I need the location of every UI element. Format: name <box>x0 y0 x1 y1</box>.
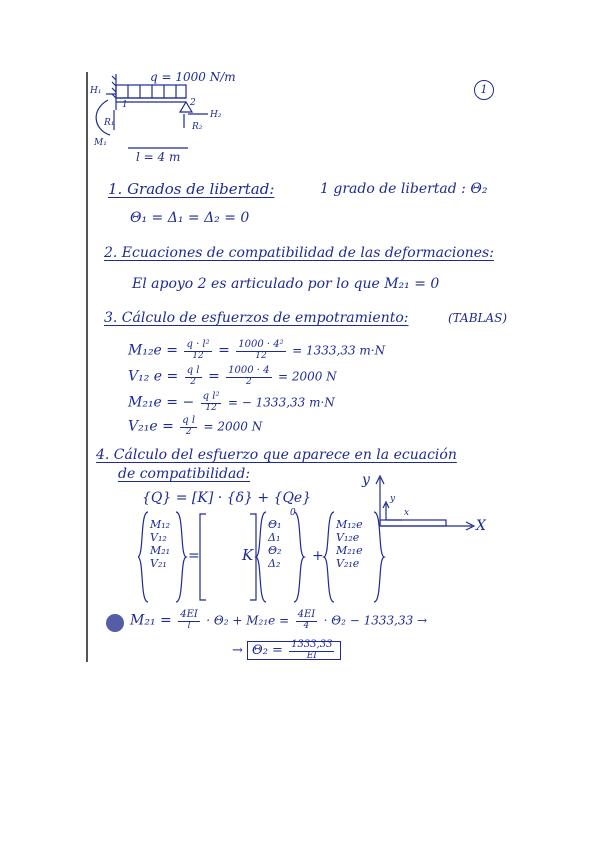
sec1-text: 1 grado de libertad : Θ₂ <box>320 181 488 197</box>
sec4-heading-1: 4. Cálculo del esfuerzo que aparece en la ecuación <box>96 447 457 463</box>
sec1-heading: 1. Grados de libertad: <box>108 180 275 198</box>
sec1-eq: Θ₁ = Δ₁ = Δ₂ = 0 <box>130 210 250 226</box>
axis-x-small: x <box>404 508 410 518</box>
node2-label: 2 <box>190 98 196 108</box>
page-number: 1 <box>474 80 494 100</box>
sec2-text: El apoyo 2 es articulado por lo que M₂₁ = 0 <box>132 276 440 292</box>
load-label: q = 1000 N/m <box>150 70 236 84</box>
sec3-heading: 3. Cálculo de esfuerzos de empotramiento: <box>104 310 409 326</box>
k-matrix: K <box>242 546 254 564</box>
m12e-formula: M₁₂e = $\frac{\text{q · l²}}{12}$ = $\frac{\text{1000 · 4²}}{12}$ = 1333,33 m·N <box>128 339 386 361</box>
qe-vector: M₁₂e V₁₂e M₂₁e V₂₁e <box>336 518 363 570</box>
delta-vector: Θ₁ Δ₁ Θ₂ Δ₂ <box>268 518 282 570</box>
r2-label: R₂ <box>192 122 203 132</box>
matrix-plus: + <box>312 548 324 564</box>
matrix-equals: = <box>188 548 200 564</box>
axis-y-label: y <box>362 472 370 488</box>
v21e-formula: V₂₁e = $\frac{\text{q l}}{2}$ = 2000 N <box>128 415 263 437</box>
final-equation: M₂₁ = $\frac{4EI}{l}$ · Θ₂ + M₂₁e = $\frac{4EI}{4}$ · Θ₂ − 1333,33 → <box>130 609 428 631</box>
m21e-formula: M₂₁e = − $\frac{\text{q l²}}{12}$ = − 1333,33 m·N <box>128 391 335 413</box>
h1-label: H₁ <box>90 86 102 96</box>
sec2-heading: 2. Ecuaciones de compatibilidad de las deformaciones: <box>104 245 494 261</box>
axis-y-small: y <box>390 494 396 504</box>
sec4-equation: {Q} = [K] · {δ} + {Qe} <box>142 490 312 506</box>
h2-label: H₂ <box>210 110 222 120</box>
scribble-mark <box>104 612 126 634</box>
r1-label: R₁ <box>104 118 115 128</box>
axis-x-label: X <box>476 518 486 534</box>
axes-sketch <box>372 470 492 540</box>
theta-result: → Θ₂ = $\frac{1333,33}{EI}$ <box>232 640 341 661</box>
m1-label: M₁ <box>94 138 107 148</box>
zero-mark: 0 <box>290 508 296 518</box>
v12e-formula: V₁₂ e = $\frac{\text{q l}}{2}$ = $\frac{1000 \cdot 4}{2}$ = 2000 N <box>128 365 337 387</box>
length-label: l = 4 m <box>136 150 181 164</box>
sec3-note: (TABLAS) <box>448 311 508 325</box>
node1-label: 1 <box>122 100 128 110</box>
sec4-heading-2: de compatibilidad: <box>118 466 251 482</box>
q-vector: M₁₂ V₁₂ M₂₁ V₂₁ <box>150 518 171 570</box>
